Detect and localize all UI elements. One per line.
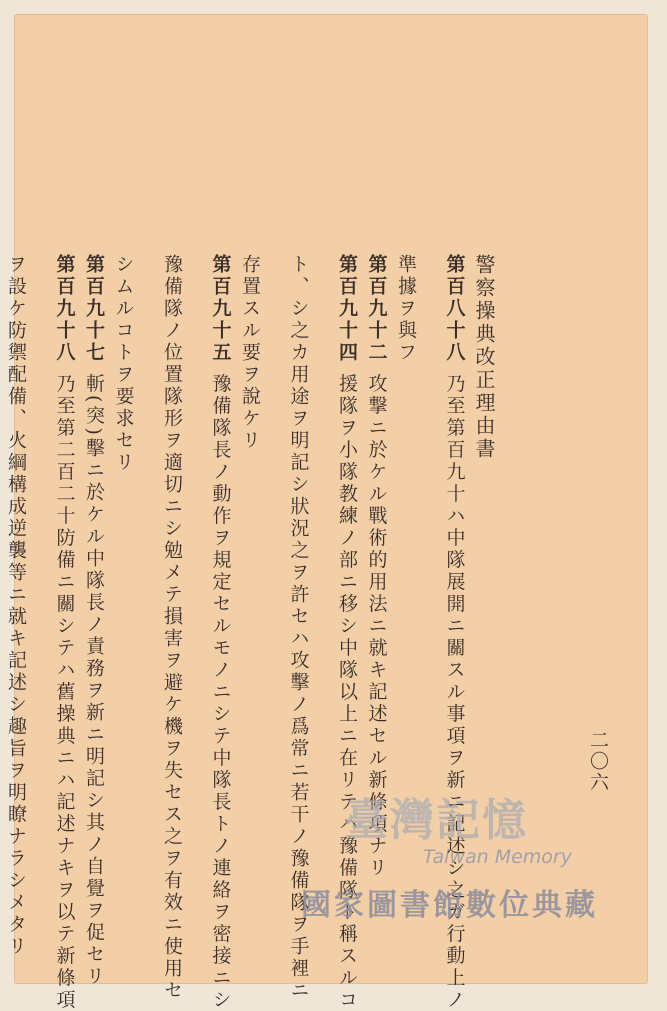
text-column: シムルコトヲ要求セリ <box>112 254 135 474</box>
text-column: 第百九十八 乃至第二百二十防備ニ關シテハ舊操典ニハ記述ナキヲ以テ新條項 <box>53 254 76 1011</box>
book-page <box>5 14 648 1011</box>
running-header: 警察操典改正理由書 <box>472 254 496 461</box>
text-column: 第百八十八 乃至第百九十ハ中隊展開ニ關スル事項ヲ新ニ記述シ之ガ行動上ノ <box>443 254 466 1011</box>
text-column: ヲ設ケ防禦配備、火綱構成逆襲等ニ就キ記述シ趣旨ヲ明瞭ナラシメタリ <box>5 254 27 958</box>
watermark-institution: 國家圖書館數位典藏 <box>301 888 598 923</box>
text-column: 第百九十四 援隊ヲ小隊教練ノ部ニ移シ中隊以上ニ在リテハ豫備隊ト稱スルコ <box>336 254 358 1011</box>
watermark-main: 臺灣記憶 <box>344 795 528 846</box>
text-column: ト、シ之カ用途ヲ明記シ狀況之ヲ許セハ攻擊ノ爲常ニ若干ノ豫備隊ヲ手裡ニ <box>287 254 310 1002</box>
text-column: 第百九十五 豫備隊長ノ動作ヲ規定セルモノニシテ中隊長トノ連絡ヲ密接ニシ <box>209 254 232 1011</box>
text-column: 豫備隊ノ位置隊形ヲ適切ニシ勉メテ損害ヲ避ケ機ヲ失セス之ヲ有效ニ使用セ <box>161 254 183 1002</box>
page-number: 二〇六 <box>587 730 609 793</box>
text-column: 存置スル要ヲ說ケリ <box>239 254 261 452</box>
watermark-english: Taiwan Memory <box>422 846 572 868</box>
watermark <box>268 784 598 934</box>
text-column: 第百九十二 攻撃ニ於ケル戰術的用法ニ就キ記述セル新條項ナリ <box>365 254 388 880</box>
text-column: 準據ヲ與フ <box>395 254 417 364</box>
text-column: 第百九十七 斬(突)擊ニ於ケル中隊長ノ責務ヲ新ニ明記シ其ノ自覺ヲ促セリ <box>83 254 105 988</box>
